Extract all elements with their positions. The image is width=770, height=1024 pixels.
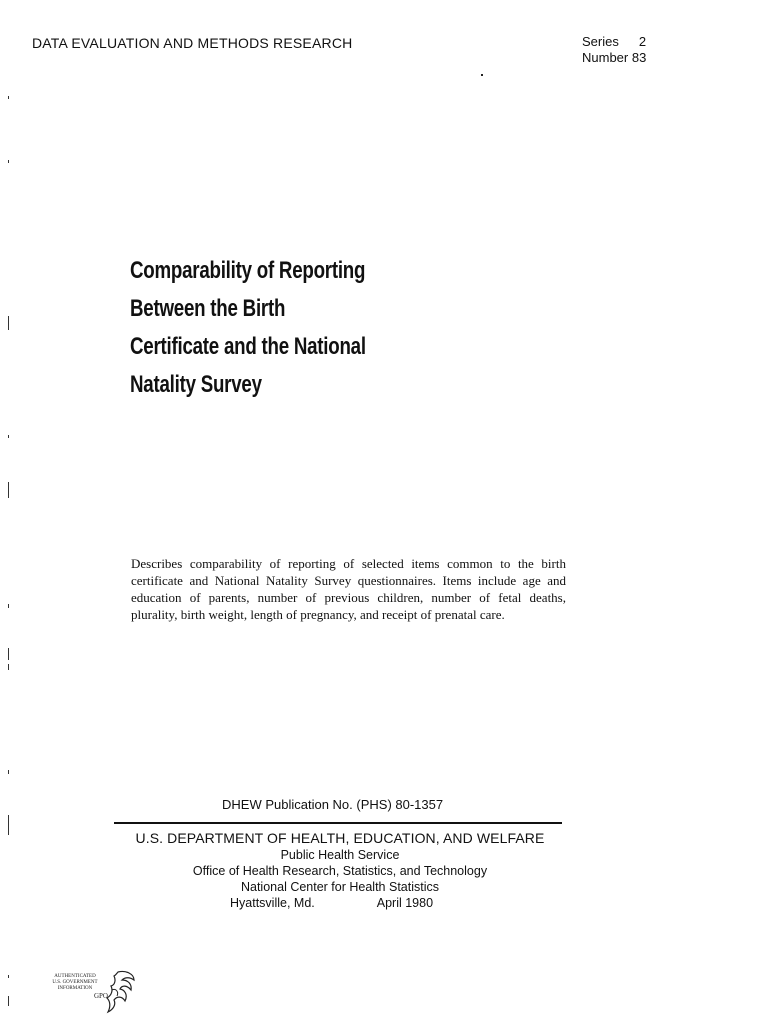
- department-block: [114, 830, 566, 911]
- scan-margin-mark: [8, 996, 9, 1006]
- center-name: National Center for Health Statistics: [240, 880, 439, 894]
- gpo-authentication-seal: [40, 968, 140, 1014]
- scan-margin-mark: [8, 160, 9, 163]
- number-value: 83: [631, 50, 647, 65]
- scan-margin-mark: [8, 96, 9, 99]
- scan-margin-mark: [8, 604, 9, 608]
- scan-margin-mark: [8, 975, 9, 978]
- publication-number: DHEW Publication No. (PHS) 80-1357: [222, 797, 444, 812]
- scan-speck: [481, 74, 483, 76]
- number-line: [582, 50, 646, 66]
- scan-margin-mark: [8, 316, 9, 330]
- title-line: Comparability of Reporting: [130, 257, 366, 284]
- scan-margin-mark: [8, 648, 9, 660]
- seal-text: [40, 974, 110, 1000]
- title-line: Certificate and the National: [130, 333, 366, 360]
- scan-margin-mark: [8, 435, 9, 438]
- divider-rule: [114, 822, 562, 824]
- publication-date: April 1980: [376, 896, 434, 910]
- series-info: [582, 34, 646, 66]
- eagle-icon: [104, 968, 138, 1014]
- series-value: 2: [638, 34, 647, 49]
- place-date-line: [114, 895, 566, 911]
- office-name: Office of Health Research, Statistics, and Technology: [192, 864, 488, 878]
- series-header: DATA EVALUATION AND METHODS RESEARCH: [32, 35, 353, 51]
- department-name: U.S. DEPARTMENT OF HEALTH, EDUCATION, AND WELFARE: [135, 830, 545, 846]
- scan-margin-mark: [8, 664, 9, 670]
- seal-line: U.S. GOVERNMENT: [52, 980, 98, 985]
- seal-gpo: GPO: [93, 992, 108, 1000]
- service-name: Public Health Service: [280, 848, 400, 862]
- series-label: Series: [582, 34, 619, 49]
- report-title: [130, 252, 411, 404]
- abstract-text: Describes comparability of reporting of selected items common to the birth certificate and National Natality Survey questionnaires. Items include age and education of parents, number of previous children, number of fetal deaths, plurality, birth weight, length of pregnancy, and receipt of prenatal care.: [131, 556, 566, 622]
- series-line: [582, 34, 646, 50]
- number-label: Number: [582, 50, 629, 65]
- scan-margin-mark: [8, 770, 9, 774]
- title-line: Between the Birth: [130, 295, 286, 322]
- scan-margin-mark: [8, 482, 9, 498]
- city: Hyattsville, Md.: [230, 896, 315, 910]
- seal-line: AUTHENTICATED: [54, 974, 96, 979]
- seal-line: INFORMATION: [57, 986, 93, 991]
- scan-margin-mark: [8, 815, 9, 835]
- title-line: Natality Survey: [130, 371, 262, 398]
